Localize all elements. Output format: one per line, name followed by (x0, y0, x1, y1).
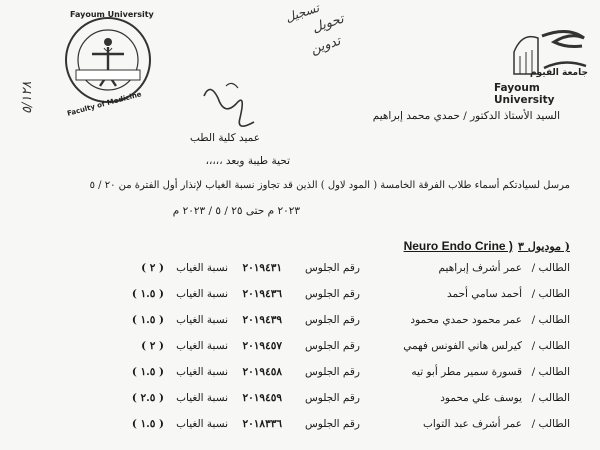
seat-number: ٢٠١٩٤٥٩ (242, 392, 282, 404)
absence-label: نسبة الغياب (176, 340, 228, 352)
handwritten-line-3: تدوين (308, 33, 343, 58)
student-row (0, 392, 600, 414)
seat-number: ٢٠١٩٤٣٩ (242, 314, 282, 326)
faculty-logo-top-text: Fayoum University (70, 10, 154, 19)
student-prefix: الطالب / (531, 392, 570, 404)
absence-value: ( ٢ ) (141, 262, 164, 274)
absence-label: نسبة الغياب (176, 366, 228, 378)
seat-number: ٢٠١٩٤٣١ (242, 262, 282, 274)
signature-scribble (196, 76, 276, 136)
student-name: كيرلس هاني الفونس فهمي (403, 340, 522, 352)
absence-value: ( ٢.٥ ) (131, 392, 164, 404)
student-prefix: الطالب / (531, 340, 570, 352)
absence-value: ( ١.٥ ) (131, 314, 164, 326)
student-prefix: الطالب / (531, 366, 570, 378)
seat-number: ٢٠١٩٤٥٧ (242, 340, 282, 352)
handwritten-line-2: تحويل (310, 11, 346, 36)
university-logo (494, 24, 594, 106)
student-row (0, 314, 600, 336)
seat-label: رقم الجلوس (304, 340, 360, 352)
faculty-logo (62, 10, 154, 118)
module-label: ( موديول ٣ (518, 240, 570, 253)
faculty-logo-bottom-text: Faculty of Medicine (66, 90, 143, 118)
student-row (0, 340, 600, 362)
seat-label: رقم الجلوس (304, 262, 360, 274)
student-name: عمر أشرف عبد التواب (423, 418, 522, 430)
university-english-name: Fayoum University (494, 82, 555, 106)
absence-label: نسبة الغياب (176, 262, 228, 274)
student-prefix: الطالب / (531, 262, 570, 274)
absence-value: ( ٢ ) (141, 340, 164, 352)
student-row (0, 418, 600, 440)
greeting: تحية طيبة وبعد ،،،،، (205, 155, 290, 167)
absence-label: نسبة الغياب (176, 418, 228, 430)
seat-number: ٢٠١٩٤٣٦ (242, 288, 282, 300)
module-header (404, 235, 570, 254)
student-row (0, 288, 600, 310)
handwritten-line-1: تسجيل (283, 0, 321, 25)
seat-label: رقم الجلوس (304, 418, 360, 430)
student-row (0, 262, 600, 284)
absence-value: ( ١.٥ ) (131, 418, 164, 430)
seat-number: ٢٠١٩٤٥٨ (242, 366, 282, 378)
absence-value: ( ١.٥ ) (131, 288, 164, 300)
seat-number: ٢٠١٨٣٣٦ (242, 418, 282, 430)
absence-value: ( ١.٥ ) (131, 366, 164, 378)
student-prefix: الطالب / (531, 418, 570, 430)
absence-label: نسبة الغياب (176, 288, 228, 300)
student-name: أحمد سامي أحمد (446, 288, 522, 300)
absence-label: نسبة الغياب (176, 392, 228, 404)
student-name: عمر أشرف إبراهيم (438, 262, 522, 274)
module-name: Neuro Endo Crine ) (403, 239, 513, 253)
body-line-1: مرسل لسيادتكم أسماء طلاب الفرقة الخامسة ( المود لاول ) الذين قد تجاوز نسبة الغياب لإنذار أول الفترة من ٢٠ / ٥ (89, 180, 570, 191)
student-prefix: الطالب / (531, 288, 570, 300)
student-name: عمر محمود حمدي محمود (410, 314, 522, 326)
student-name: قسورة سمير مطر أبو تيه (411, 366, 522, 378)
student-row (0, 366, 600, 388)
addressee: السيد الأستاذ الدكتور / حمدي محمد إبراهيم (372, 110, 560, 122)
body-line-2: ٢٠٢٣ م حتى ٢٥ / ٥ / ٢٠٢٣ م (172, 205, 300, 217)
seat-label: رقم الجلوس (304, 366, 360, 378)
seat-label: رقم الجلوس (304, 314, 360, 326)
seat-label: رقم الجلوس (304, 288, 360, 300)
margin-number: ٥/١٢٨ (20, 81, 35, 114)
absence-label: نسبة الغياب (176, 314, 228, 326)
university-arabic-name: جامعة الفيوم (530, 68, 588, 78)
student-prefix: الطالب / (531, 314, 570, 326)
student-name: يوسف علي محمود (440, 392, 522, 404)
seat-label: رقم الجلوس (304, 392, 360, 404)
dean-line: عميد كلية الطب (189, 132, 260, 144)
